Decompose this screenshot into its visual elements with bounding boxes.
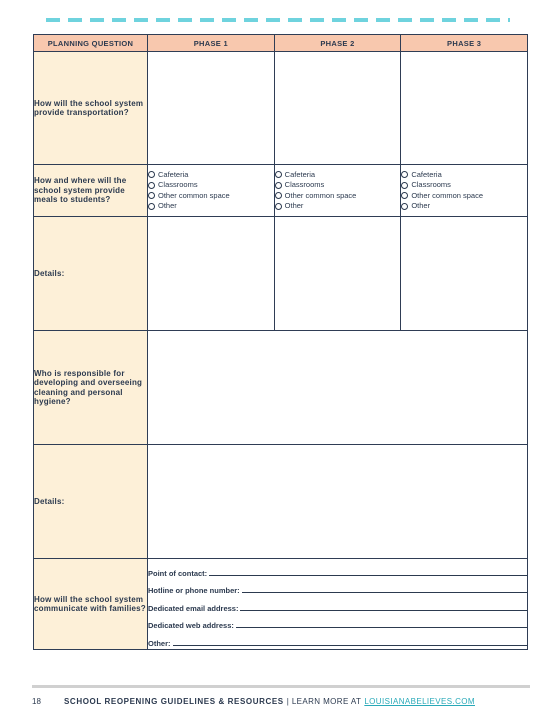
fill-line[interactable] <box>173 644 528 646</box>
transport-phase-1-cell[interactable] <box>148 52 275 165</box>
transport-phase-3-cell[interactable] <box>401 52 528 165</box>
option-other-common-space[interactable]: Other common space <box>401 191 527 202</box>
meals-phase-1-options <box>148 165 275 217</box>
radio-icon[interactable] <box>275 171 282 178</box>
cleaning-details-cell[interactable] <box>148 445 528 559</box>
top-dashed-divider <box>46 18 510 22</box>
row-cleaning <box>34 331 528 445</box>
option-other[interactable]: Other <box>401 201 527 212</box>
details-phase-3-cell[interactable] <box>401 217 528 331</box>
option-cafeteria[interactable]: Cafeteria <box>148 170 274 181</box>
row-communication <box>34 559 528 650</box>
header-planning-question: PLANNING QUESTION <box>34 35 148 52</box>
cleaning-response-cell[interactable] <box>148 331 528 445</box>
fill-line[interactable] <box>242 591 527 593</box>
option-other-common-space[interactable]: Other common space <box>275 191 401 202</box>
question-transportation: How will the school system provide transportation? <box>34 52 148 165</box>
radio-icon[interactable] <box>275 182 282 189</box>
question-communication: How will the school system communicate with families? <box>34 559 148 650</box>
question-details: Details: <box>34 445 148 559</box>
radio-icon[interactable] <box>401 192 408 199</box>
table-header-row <box>34 35 528 52</box>
option-classrooms[interactable]: Classrooms <box>401 180 527 191</box>
fill-line[interactable] <box>240 609 527 611</box>
header-phase-2: PHASE 2 <box>274 35 401 52</box>
header-phase-1: PHASE 1 <box>148 35 275 52</box>
radio-icon[interactable] <box>148 182 155 189</box>
communication-fields <box>148 559 528 650</box>
radio-icon[interactable] <box>275 192 282 199</box>
radio-icon[interactable] <box>401 203 408 210</box>
page-number: 18 <box>32 696 41 706</box>
details-phase-1-cell[interactable] <box>148 217 275 331</box>
row-meals <box>34 165 528 217</box>
option-cafeteria[interactable]: Cafeteria <box>401 170 527 181</box>
web-address-field[interactable]: Dedicated web address: <box>148 613 527 631</box>
radio-icon[interactable] <box>148 171 155 178</box>
hotline-field[interactable]: Hotline or phone number: <box>148 578 527 596</box>
point-of-contact-field[interactable]: Point of contact: <box>148 560 527 578</box>
option-cafeteria[interactable]: Cafeteria <box>275 170 401 181</box>
radio-icon[interactable] <box>275 203 282 210</box>
fill-line[interactable] <box>209 574 527 576</box>
fill-line[interactable] <box>236 626 527 628</box>
page-footer <box>32 694 530 708</box>
radio-icon[interactable] <box>401 182 408 189</box>
footer-title: SCHOOL REOPENING GUIDELINES & RESOURCES <box>64 696 284 706</box>
radio-icon[interactable] <box>148 203 155 210</box>
row-transportation <box>34 52 528 165</box>
header-phase-3: PHASE 3 <box>401 35 528 52</box>
footer-learn-more: LEARN MORE AT <box>291 696 362 706</box>
email-field[interactable]: Dedicated email address: <box>148 595 527 613</box>
option-classrooms[interactable]: Classrooms <box>275 180 401 191</box>
other-field[interactable]: Other: <box>148 630 527 648</box>
meals-phase-2-options <box>274 165 401 217</box>
footer-separator: | <box>286 696 289 706</box>
radio-icon[interactable] <box>148 192 155 199</box>
footer-rule <box>32 685 530 688</box>
planning-table <box>33 34 528 650</box>
row-cleaning-details <box>34 445 528 559</box>
option-other-common-space[interactable]: Other common space <box>148 191 274 202</box>
option-other[interactable]: Other <box>148 201 274 212</box>
question-cleaning: Who is responsible for developing and overseeing cleaning and personal hygiene? <box>34 331 148 445</box>
question-meals: How and where will the school system provide meals to students? <box>34 165 148 217</box>
details-phase-2-cell[interactable] <box>274 217 401 331</box>
radio-icon[interactable] <box>401 171 408 178</box>
option-other[interactable]: Other <box>275 201 401 212</box>
option-classrooms[interactable]: Classrooms <box>148 180 274 191</box>
question-details: Details: <box>34 217 148 331</box>
transport-phase-2-cell[interactable] <box>274 52 401 165</box>
row-meal-details <box>34 217 528 331</box>
footer-website-link[interactable]: LOUISIANABELIEVES.COM <box>364 696 475 706</box>
meals-phase-3-options <box>401 165 528 217</box>
